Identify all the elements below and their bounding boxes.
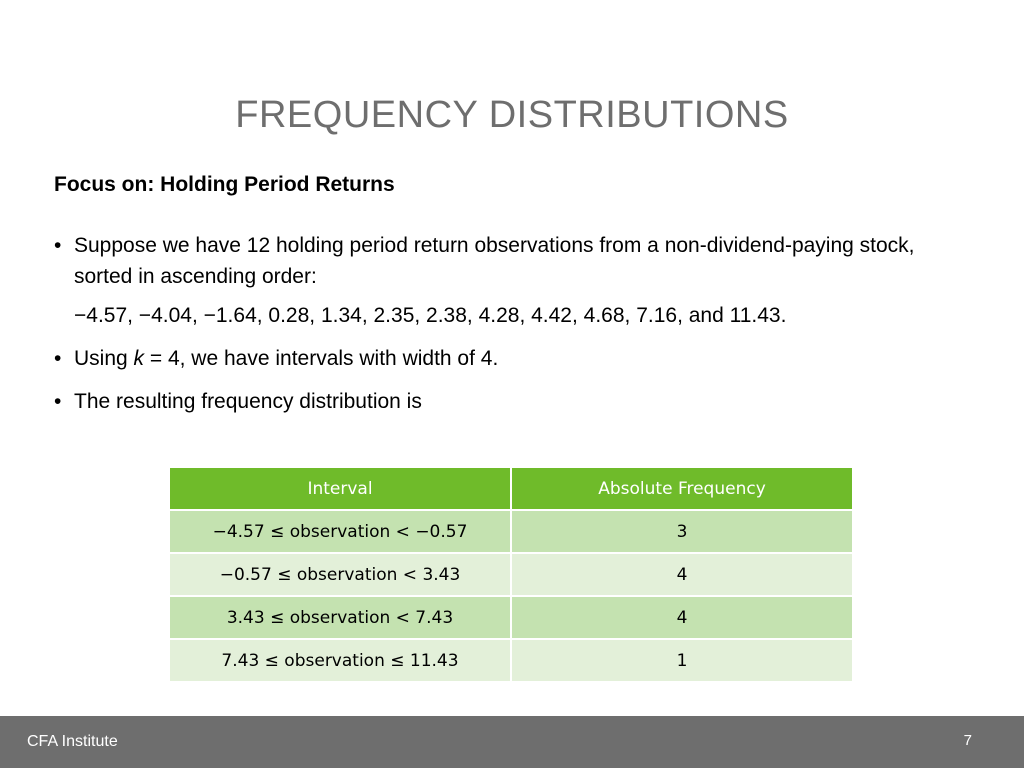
- observation-values: −4.57, −4.04, −1.64, 0.28, 1.34, 2.35, 2.38, 4.28, 4.42, 4.68, 7.16, and 11.43.: [74, 304, 787, 327]
- bullet-text-end: = 4, we have intervals with width of 4.: [144, 347, 499, 370]
- frequency-cell: 4: [511, 553, 853, 596]
- variable-k: k: [133, 347, 145, 370]
- interval-cell: 7.43 ≤ observation ≤ 11.43: [170, 639, 511, 682]
- frequency-table: [170, 468, 854, 683]
- bullet-text-start: Using: [74, 347, 134, 370]
- bullet-interval-width: [54, 343, 974, 374]
- bullet-result: [54, 386, 974, 417]
- column-header-interval: Interval: [170, 468, 511, 510]
- table-row: [170, 553, 853, 596]
- slide-subtitle: Focus on: Holding Period Returns: [54, 173, 395, 196]
- table-row: [170, 510, 853, 553]
- interval-cell: −4.57 ≤ observation < −0.57: [170, 510, 511, 553]
- slide-title: FREQUENCY DISTRIBUTIONS: [235, 94, 789, 136]
- bullet-list: [54, 230, 974, 429]
- footer-bar: [0, 716, 1024, 768]
- frequency-cell: 3: [511, 510, 853, 553]
- bullet-observations: [54, 230, 974, 292]
- frequency-cell: 4: [511, 596, 853, 639]
- bullet-marker: •: [54, 234, 62, 257]
- page-number: 7: [963, 732, 972, 749]
- column-header-frequency: Absolute Frequency: [511, 468, 853, 510]
- table-row: [170, 639, 853, 682]
- bullet-text: The resulting frequency distribution is: [74, 390, 422, 413]
- table-row: [170, 596, 853, 639]
- table-header-row: [170, 468, 853, 510]
- interval-cell: −0.57 ≤ observation < 3.43: [170, 553, 511, 596]
- bullet-marker: •: [54, 347, 62, 370]
- bullet-marker: •: [54, 390, 62, 413]
- frequency-cell: 1: [511, 639, 853, 682]
- bullet-text: [74, 343, 974, 374]
- interval-cell: 3.43 ≤ observation < 7.43: [170, 596, 511, 639]
- bullet-text: Suppose we have 12 holding period return observations from a non-dividend-paying stock, sorted in ascending order:: [74, 234, 915, 288]
- footer-organization: CFA Institute: [27, 733, 118, 750]
